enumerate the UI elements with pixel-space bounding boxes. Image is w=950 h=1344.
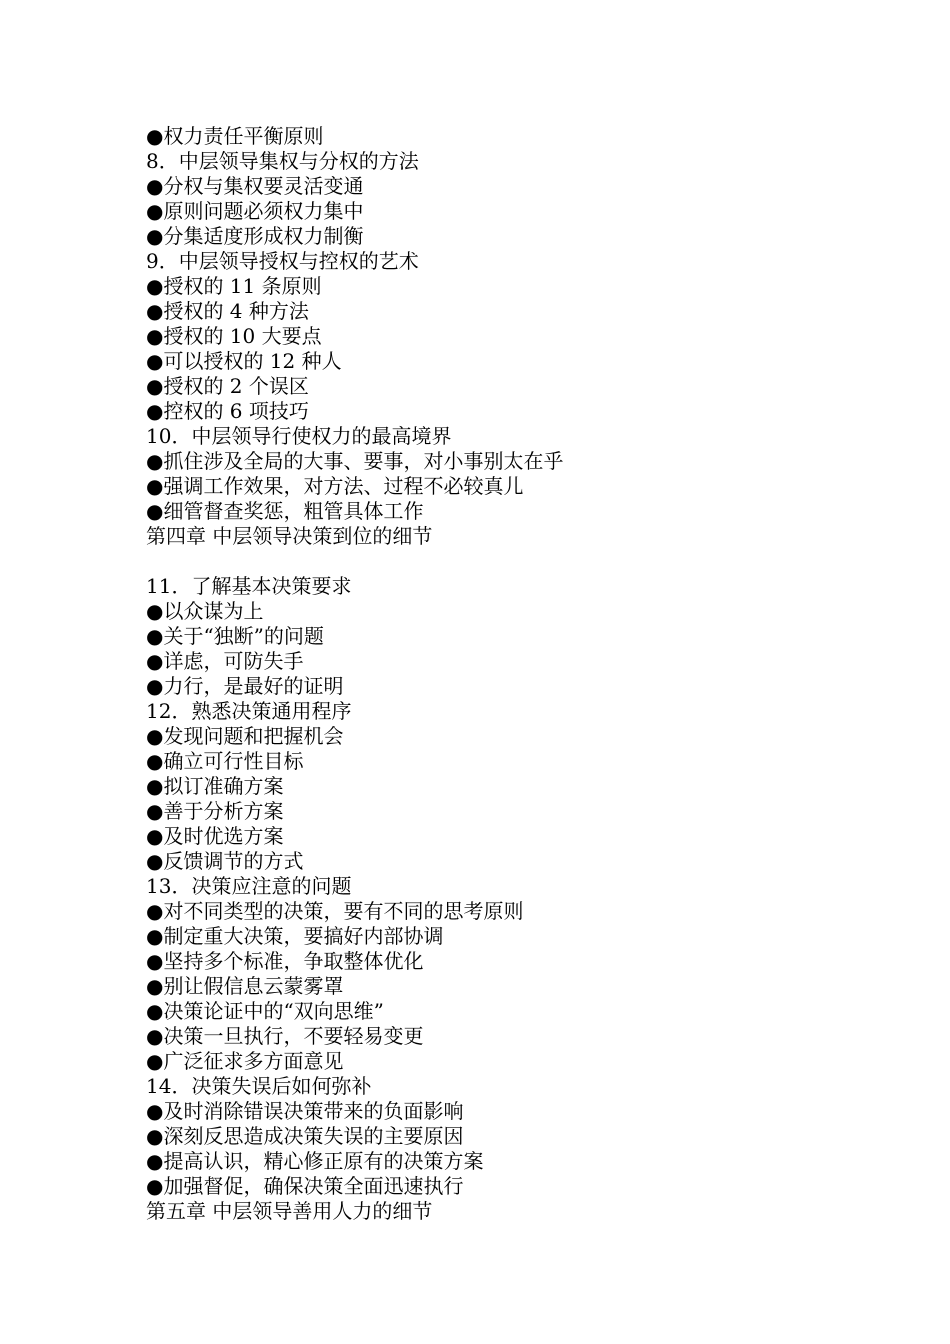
section-heading: 12．熟悉决策通用程序 [146,699,352,723]
bullet-item: ●授权的 11 条原则 [146,274,322,298]
document-body [146,124,906,1224]
bullet-item: ●提高认识，精心修正原有的决策方案 [146,1149,484,1173]
bullet-item: ●确立可行性目标 [146,749,304,773]
blank-line [146,549,906,574]
bullet-item: ●分权与集权要灵活变通 [146,174,364,198]
bullet-item: ●深刻反思造成决策失误的主要原因 [146,1124,464,1148]
bullet-item: ●决策论证中的“双向思维” [146,999,384,1023]
section-heading: 8．中层领导集权与分权的方法 [146,149,419,173]
bullet-item: ●力行，是最好的证明 [146,674,344,698]
bullet-item: ●授权的 2 个误区 [146,374,309,398]
bullet-item: ●坚持多个标准，争取整体优化 [146,949,424,973]
bullet-item: ●对不同类型的决策，要有不同的思考原则 [146,899,524,923]
bullet-item: ●权力责任平衡原则 [146,124,324,148]
section-heading: 10．中层领导行使权力的最高境界 [146,424,452,448]
bullet-item: ●善于分析方案 [146,799,284,823]
chapter-heading: 第四章 中层领导决策到位的细节 [146,524,433,548]
section-heading: 13．决策应注意的问题 [146,874,352,898]
bullet-item: ●及时消除错误决策带来的负面影响 [146,1099,464,1123]
bullet-item: ●分集适度形成权力制衡 [146,224,364,248]
bullet-item: ●授权的 4 种方法 [146,299,309,323]
bullet-item: ●反馈调节的方式 [146,849,304,873]
bullet-item: ●决策一旦执行，不要轻易变更 [146,1024,424,1048]
section-heading: 14．决策失误后如何弥补 [146,1074,372,1098]
bullet-item: ●及时优选方案 [146,824,284,848]
bullet-item: ●加强督促，确保决策全面迅速执行 [146,1174,464,1198]
bullet-item: ●细管督查奖惩，粗管具体工作 [146,499,424,523]
bullet-item: ●制定重大决策，要搞好内部协调 [146,924,444,948]
section-heading: 9．中层领导授权与控权的艺术 [146,249,419,273]
bullet-item: ●关于“独断”的问题 [146,624,324,648]
bullet-item: ●以众谋为上 [146,599,264,623]
chapter-heading: 第五章 中层领导善用人力的细节 [146,1199,433,1223]
bullet-item: ●拟订准确方案 [146,774,284,798]
bullet-item: ●抓住涉及全局的大事、要事，对小事别太在乎 [146,449,564,473]
bullet-item: ●强调工作效果，对方法、过程不必较真儿 [146,474,524,498]
bullet-item: ●别让假信息云蒙雾罩 [146,974,344,998]
bullet-item: ●控权的 6 项技巧 [146,399,309,423]
bullet-item: ●发现问题和把握机会 [146,724,344,748]
bullet-item: ●可以授权的 12 种人 [146,349,342,373]
bullet-item: ●详虑，可防失手 [146,649,304,673]
bullet-item: ●授权的 10 大要点 [146,324,322,348]
bullet-item: ●广泛征求多方面意见 [146,1049,344,1073]
bullet-item: ●原则问题必须权力集中 [146,199,364,223]
section-heading: 11．了解基本决策要求 [146,574,352,598]
